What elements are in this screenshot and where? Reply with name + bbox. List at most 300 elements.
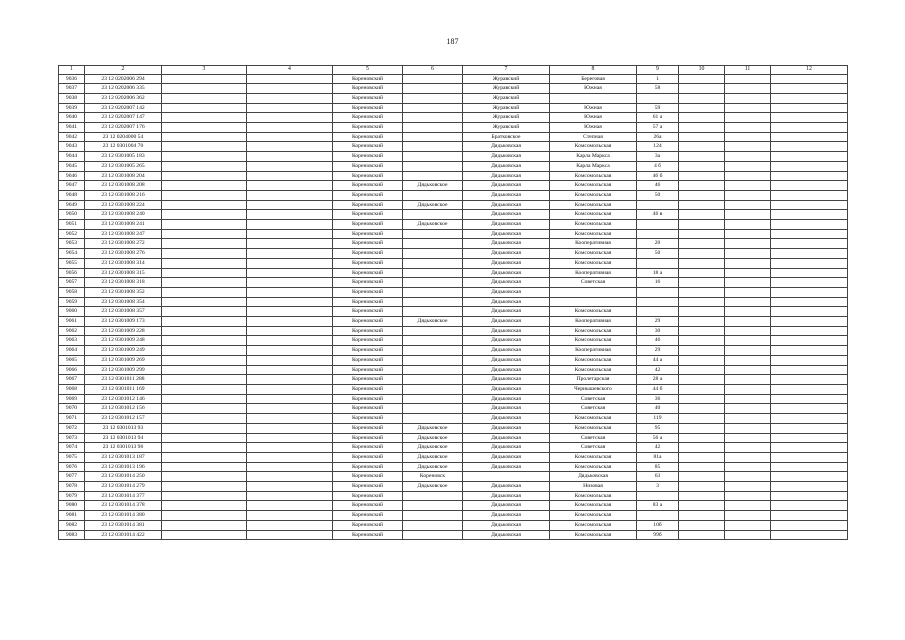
table-cell: 56 а: [637, 433, 679, 443]
page-number: 187: [446, 37, 459, 46]
table-cell: Береговая: [550, 74, 637, 84]
table-cell: [247, 433, 333, 443]
table-cell: 23 12 0301008 241: [85, 220, 162, 230]
table-cell: [725, 181, 771, 191]
table-cell: [725, 190, 771, 200]
table-cell: [725, 220, 771, 230]
column-header: 8: [550, 66, 637, 75]
table-cell: Комсомольская: [550, 491, 637, 501]
table-cell: [771, 152, 848, 162]
table-cell: [162, 472, 247, 482]
table-cell: [771, 385, 848, 395]
table-cell: [550, 297, 637, 307]
table-cell: 9055: [59, 258, 85, 268]
table-cell: Дядьковская: [463, 375, 550, 385]
table-cell: Дядьковская: [463, 249, 550, 259]
table-cell: [162, 297, 247, 307]
table-cell: [771, 132, 848, 142]
table-cell: Журавский: [463, 123, 550, 133]
table-cell: Карла Маркса: [550, 152, 637, 162]
table-cell: [679, 113, 725, 123]
table-cell: Кореновский: [333, 93, 403, 103]
table-cell: Кореновский: [333, 229, 403, 239]
table-cell: [771, 229, 848, 239]
table-cell: 9048: [59, 190, 85, 200]
table-cell: Кореновский: [333, 161, 403, 171]
table-cell: [771, 520, 848, 530]
table-cell: [162, 317, 247, 327]
table-cell: Комсомольская: [550, 365, 637, 375]
table-cell: Кореновский: [333, 385, 403, 395]
table-cell: 23 12 0301008 204: [85, 171, 162, 181]
table-cell: [771, 307, 848, 317]
table-cell: Журавский: [463, 103, 550, 113]
column-header: 3: [162, 66, 247, 75]
table-cell: Комсомольская: [550, 181, 637, 191]
table-cell: [247, 84, 333, 94]
table-cell: [247, 491, 333, 501]
table-cell: 23 12 0202007 147: [85, 113, 162, 123]
table-cell: Дядьковская: [463, 520, 550, 530]
table-cell: [679, 152, 725, 162]
table-cell: [247, 365, 333, 375]
table-row: [59, 472, 848, 482]
table-cell: [463, 472, 550, 482]
table-cell: Дядьковское: [403, 317, 463, 327]
table-row: [59, 190, 848, 200]
table-cell: [162, 249, 247, 259]
table-row: [59, 239, 848, 249]
table-row: [59, 530, 848, 540]
table-cell: Дядьковская: [463, 297, 550, 307]
table-cell: Кореновский: [333, 501, 403, 511]
table-cell: [247, 355, 333, 365]
table-cell: 23 12 0301008 216: [85, 190, 162, 200]
table-cell: Кореновский: [333, 239, 403, 249]
table-cell: [247, 501, 333, 511]
table-cell: 29: [637, 346, 679, 356]
table-cell: [247, 113, 333, 123]
table-cell: Журавский: [463, 74, 550, 84]
table-cell: [679, 375, 725, 385]
table-cell: [679, 171, 725, 181]
table-cell: 23 12 0301013 93: [85, 423, 162, 433]
table-cell: Кореновский: [333, 171, 403, 181]
table-cell: [679, 297, 725, 307]
table-cell: [679, 472, 725, 482]
table-cell: [162, 375, 247, 385]
table-cell: [403, 171, 463, 181]
table-cell: 23 12 0301005 265: [85, 161, 162, 171]
table-cell: Комсомольская: [550, 258, 637, 268]
table-cell: Дядьковская: [463, 414, 550, 424]
table-cell: [162, 346, 247, 356]
table-cell: Дядьковское: [403, 452, 463, 462]
table-cell: Советская: [550, 404, 637, 414]
table-row: [59, 336, 848, 346]
table-cell: Комсомольская: [550, 452, 637, 462]
table-cell: [247, 520, 333, 530]
table-cell: [725, 530, 771, 540]
table-cell: 63: [637, 472, 679, 482]
table-cell: [637, 258, 679, 268]
table-cell: Кореновский: [333, 326, 403, 336]
table-cell: 9075: [59, 452, 85, 462]
table-cell: 85: [637, 462, 679, 472]
table-cell: [679, 326, 725, 336]
table-row: [59, 123, 848, 133]
table-cell: Дядьковская: [463, 210, 550, 220]
table-cell: [162, 530, 247, 540]
table-cell: Дядьковская: [463, 142, 550, 152]
table-cell: Кореновский: [333, 423, 403, 433]
table-cell: [550, 287, 637, 297]
table-cell: Кореновский: [333, 297, 403, 307]
table-cell: [679, 394, 725, 404]
table-cell: 46: [637, 336, 679, 346]
table-cell: 23 12 0204000 54: [85, 132, 162, 142]
table-cell: Кореновский: [333, 142, 403, 152]
table-cell: 23 12 0301008 352: [85, 287, 162, 297]
table-row: [59, 346, 848, 356]
table-row: [59, 394, 848, 404]
table-cell: [247, 278, 333, 288]
table-cell: [679, 520, 725, 530]
table-cell: Комсомольская: [550, 220, 637, 230]
table-cell: [403, 268, 463, 278]
table-cell: 23 12 0301008 318: [85, 278, 162, 288]
column-header: 1: [59, 66, 85, 75]
table-cell: [679, 249, 725, 259]
table-cell: Журавский: [463, 113, 550, 123]
table-cell: Дядьковская: [463, 200, 550, 210]
table-cell: [725, 200, 771, 210]
table-cell: Дядьковская: [463, 501, 550, 511]
table-cell: 23 12 0301014 378: [85, 501, 162, 511]
table-cell: [771, 530, 848, 540]
table-cell: [725, 307, 771, 317]
table-cell: 9047: [59, 181, 85, 191]
table-cell: 23 12 0301008 354: [85, 297, 162, 307]
table-cell: [247, 268, 333, 278]
table-cell: [247, 317, 333, 327]
table-cell: [679, 190, 725, 200]
table-cell: [679, 336, 725, 346]
table-cell: Кореновский: [333, 452, 403, 462]
table-cell: Кореновский: [333, 287, 403, 297]
table-cell: 9072: [59, 423, 85, 433]
table-cell: [247, 152, 333, 162]
table-cell: [725, 433, 771, 443]
table-cell: 23 12 0301008 276: [85, 249, 162, 259]
table-cell: [679, 123, 725, 133]
table-cell: [403, 385, 463, 395]
table-cell: Комсомольская: [550, 501, 637, 511]
table-cell: [679, 132, 725, 142]
table-cell: Дядьковская: [463, 268, 550, 278]
table-cell: [403, 152, 463, 162]
table-cell: 23 12 0301008 240: [85, 210, 162, 220]
table-cell: Карла Маркса: [550, 161, 637, 171]
table-cell: Кореновский: [333, 278, 403, 288]
table-cell: [725, 443, 771, 453]
table-cell: [679, 142, 725, 152]
table-cell: Кореновский: [333, 113, 403, 123]
table-cell: [162, 123, 247, 133]
table-cell: 23 12 0301009 173: [85, 317, 162, 327]
table-cell: [771, 423, 848, 433]
table-cell: [771, 511, 848, 521]
table-body: [59, 74, 848, 540]
table-cell: [247, 385, 333, 395]
table-cell: [771, 210, 848, 220]
column-header: 5: [333, 66, 403, 75]
table-cell: Дядьковская: [463, 346, 550, 356]
table-cell: Комсомольская: [550, 307, 637, 317]
table-cell: [162, 452, 247, 462]
table-cell: [679, 530, 725, 540]
table-cell: [771, 297, 848, 307]
table-cell: [162, 278, 247, 288]
table-cell: [247, 297, 333, 307]
table-cell: Дядьковская: [463, 161, 550, 171]
table-cell: [771, 74, 848, 84]
table-cell: [162, 93, 247, 103]
table-cell: 23 12 0301009 228: [85, 326, 162, 336]
table-row: [59, 511, 848, 521]
table-cell: Комсомольская: [550, 414, 637, 424]
table-cell: 9052: [59, 229, 85, 239]
table-cell: 23 12 0301008 314: [85, 258, 162, 268]
table-cell: Кореновский: [333, 462, 403, 472]
table-cell: [403, 491, 463, 501]
table-cell: Дядьковская: [463, 336, 550, 346]
table-cell: 9068: [59, 385, 85, 395]
table-cell: 23 12 0301008 272: [85, 239, 162, 249]
table-cell: [162, 433, 247, 443]
table-cell: [247, 161, 333, 171]
table-cell: [725, 239, 771, 249]
table-cell: [247, 249, 333, 259]
table-cell: [771, 326, 848, 336]
table-cell: 23 12 0301008 315: [85, 268, 162, 278]
table-cell: [771, 394, 848, 404]
table-cell: [403, 375, 463, 385]
table-cell: Кореновский: [333, 190, 403, 200]
table-cell: 23 12 0301009 299: [85, 365, 162, 375]
table-cell: 23 12 0202007 176: [85, 123, 162, 133]
table-cell: 3а: [637, 152, 679, 162]
table-cell: Комсомольская: [550, 190, 637, 200]
table-cell: Дядьковская: [463, 385, 550, 395]
table-cell: Дядьковская: [463, 462, 550, 472]
table-cell: [247, 181, 333, 191]
table-cell: [162, 210, 247, 220]
table-cell: [679, 491, 725, 501]
table-cell: Дядьковское: [403, 433, 463, 443]
table-cell: [725, 210, 771, 220]
table-cell: 83 а: [637, 501, 679, 511]
table-row: [59, 297, 848, 307]
table-cell: [162, 181, 247, 191]
table-cell: Дядьковская: [463, 482, 550, 492]
table-cell: 23 12 0301013 96: [85, 443, 162, 453]
table-cell: Южная: [550, 113, 637, 123]
table-cell: [403, 123, 463, 133]
table-cell: [771, 161, 848, 171]
table-cell: [725, 346, 771, 356]
table-row: [59, 287, 848, 297]
table-cell: [162, 511, 247, 521]
table-cell: Дядьковская: [463, 404, 550, 414]
table-cell: 9082: [59, 520, 85, 530]
table-cell: 9062: [59, 326, 85, 336]
table-cell: Журавский: [463, 84, 550, 94]
table-cell: Дядьковская: [463, 171, 550, 181]
table-cell: [679, 414, 725, 424]
table-cell: Дядьковское: [403, 482, 463, 492]
table-cell: 23 12 0301013 196: [85, 462, 162, 472]
table-cell: [679, 229, 725, 239]
table-cell: [679, 385, 725, 395]
table-cell: [403, 142, 463, 152]
table-cell: [725, 452, 771, 462]
table-cell: Кореновский: [333, 355, 403, 365]
table-cell: [771, 123, 848, 133]
table-cell: Комсомольская: [550, 355, 637, 365]
table-cell: [771, 103, 848, 113]
table-cell: [771, 336, 848, 346]
table-cell: [771, 287, 848, 297]
table-cell: Кореновский: [333, 317, 403, 327]
column-header: 2: [85, 66, 162, 75]
table-cell: [679, 103, 725, 113]
table-cell: [771, 181, 848, 191]
table-cell: 95: [637, 423, 679, 433]
table-cell: [247, 103, 333, 113]
table-cell: Дядьковская: [463, 152, 550, 162]
table-cell: Кореновский: [333, 268, 403, 278]
table-row: [59, 326, 848, 336]
table-cell: Комсомольская: [550, 423, 637, 433]
table-cell: [679, 511, 725, 521]
table-row: [59, 462, 848, 472]
table-cell: 3: [637, 482, 679, 492]
table-cell: Кореновский: [333, 511, 403, 521]
table-cell: Дядьковская: [463, 307, 550, 317]
table-cell: [247, 258, 333, 268]
table-cell: Дядьковская: [463, 530, 550, 540]
table-cell: 23 12 0301009 249: [85, 346, 162, 356]
table-cell: 9057: [59, 278, 85, 288]
table-cell: 23 12 0301011 169: [85, 385, 162, 395]
table-row: [59, 385, 848, 395]
table-cell: [725, 501, 771, 511]
table-cell: [725, 336, 771, 346]
table-cell: [771, 482, 848, 492]
table-cell: Советская: [550, 278, 637, 288]
table-cell: Дядьковское: [403, 423, 463, 433]
table-row: [59, 210, 848, 220]
table-cell: [247, 123, 333, 133]
table-cell: Кореновский: [333, 530, 403, 540]
table-cell: [162, 443, 247, 453]
table-cell: 9049: [59, 200, 85, 210]
table-cell: [637, 511, 679, 521]
table-cell: [247, 132, 333, 142]
table-cell: [725, 472, 771, 482]
table-cell: [725, 491, 771, 501]
table-cell: [771, 452, 848, 462]
table-cell: [771, 433, 848, 443]
table-cell: 9073: [59, 433, 85, 443]
table-cell: 99б: [637, 530, 679, 540]
table-cell: [162, 414, 247, 424]
table-cell: Кореновский: [333, 103, 403, 113]
table-cell: [403, 530, 463, 540]
table-cell: Южная: [550, 123, 637, 133]
table-cell: [725, 113, 771, 123]
table-cell: [637, 491, 679, 501]
table-cell: [679, 433, 725, 443]
table-cell: [771, 317, 848, 327]
table-cell: [725, 132, 771, 142]
table-cell: 23 12 0301004 70: [85, 142, 162, 152]
table-cell: Дядьковское: [403, 462, 463, 472]
table-cell: 23 12 0301008 208: [85, 181, 162, 191]
table-cell: 44 а: [637, 355, 679, 365]
table-cell: 44 б: [637, 385, 679, 395]
table-cell: 57 а: [637, 123, 679, 133]
table-cell: Комсомольская: [550, 249, 637, 259]
table-cell: 9067: [59, 375, 85, 385]
table-cell: [247, 142, 333, 152]
table-cell: 9054: [59, 249, 85, 259]
table-cell: [679, 210, 725, 220]
table-cell: 40: [637, 404, 679, 414]
table-row: [59, 113, 848, 123]
table-row: [59, 423, 848, 433]
table-cell: Дядьковская: [463, 355, 550, 365]
table-cell: [247, 220, 333, 230]
table-cell: [725, 482, 771, 492]
table-cell: [247, 346, 333, 356]
table-cell: 9078: [59, 482, 85, 492]
table-cell: [679, 161, 725, 171]
table-cell: 9069: [59, 394, 85, 404]
table-cell: [247, 171, 333, 181]
column-header: 4: [247, 66, 333, 75]
table-cell: 9076: [59, 462, 85, 472]
table-cell: Кооперативная: [550, 239, 637, 249]
table-cell: 61 а: [637, 113, 679, 123]
table-cell: Кореновский: [333, 472, 403, 482]
table-cell: [771, 501, 848, 511]
table-cell: [247, 93, 333, 103]
table-cell: 9060: [59, 307, 85, 317]
table-row: [59, 443, 848, 453]
table-cell: [247, 375, 333, 385]
table-cell: Дядьковское: [403, 443, 463, 453]
table-cell: [771, 84, 848, 94]
table-cell: Дядьковская: [463, 239, 550, 249]
table-cell: [403, 239, 463, 249]
table-cell: Кореновский: [333, 491, 403, 501]
table-cell: [679, 346, 725, 356]
table-cell: 23 12 0301011 288: [85, 375, 162, 385]
table-cell: [725, 152, 771, 162]
table-cell: [247, 443, 333, 453]
